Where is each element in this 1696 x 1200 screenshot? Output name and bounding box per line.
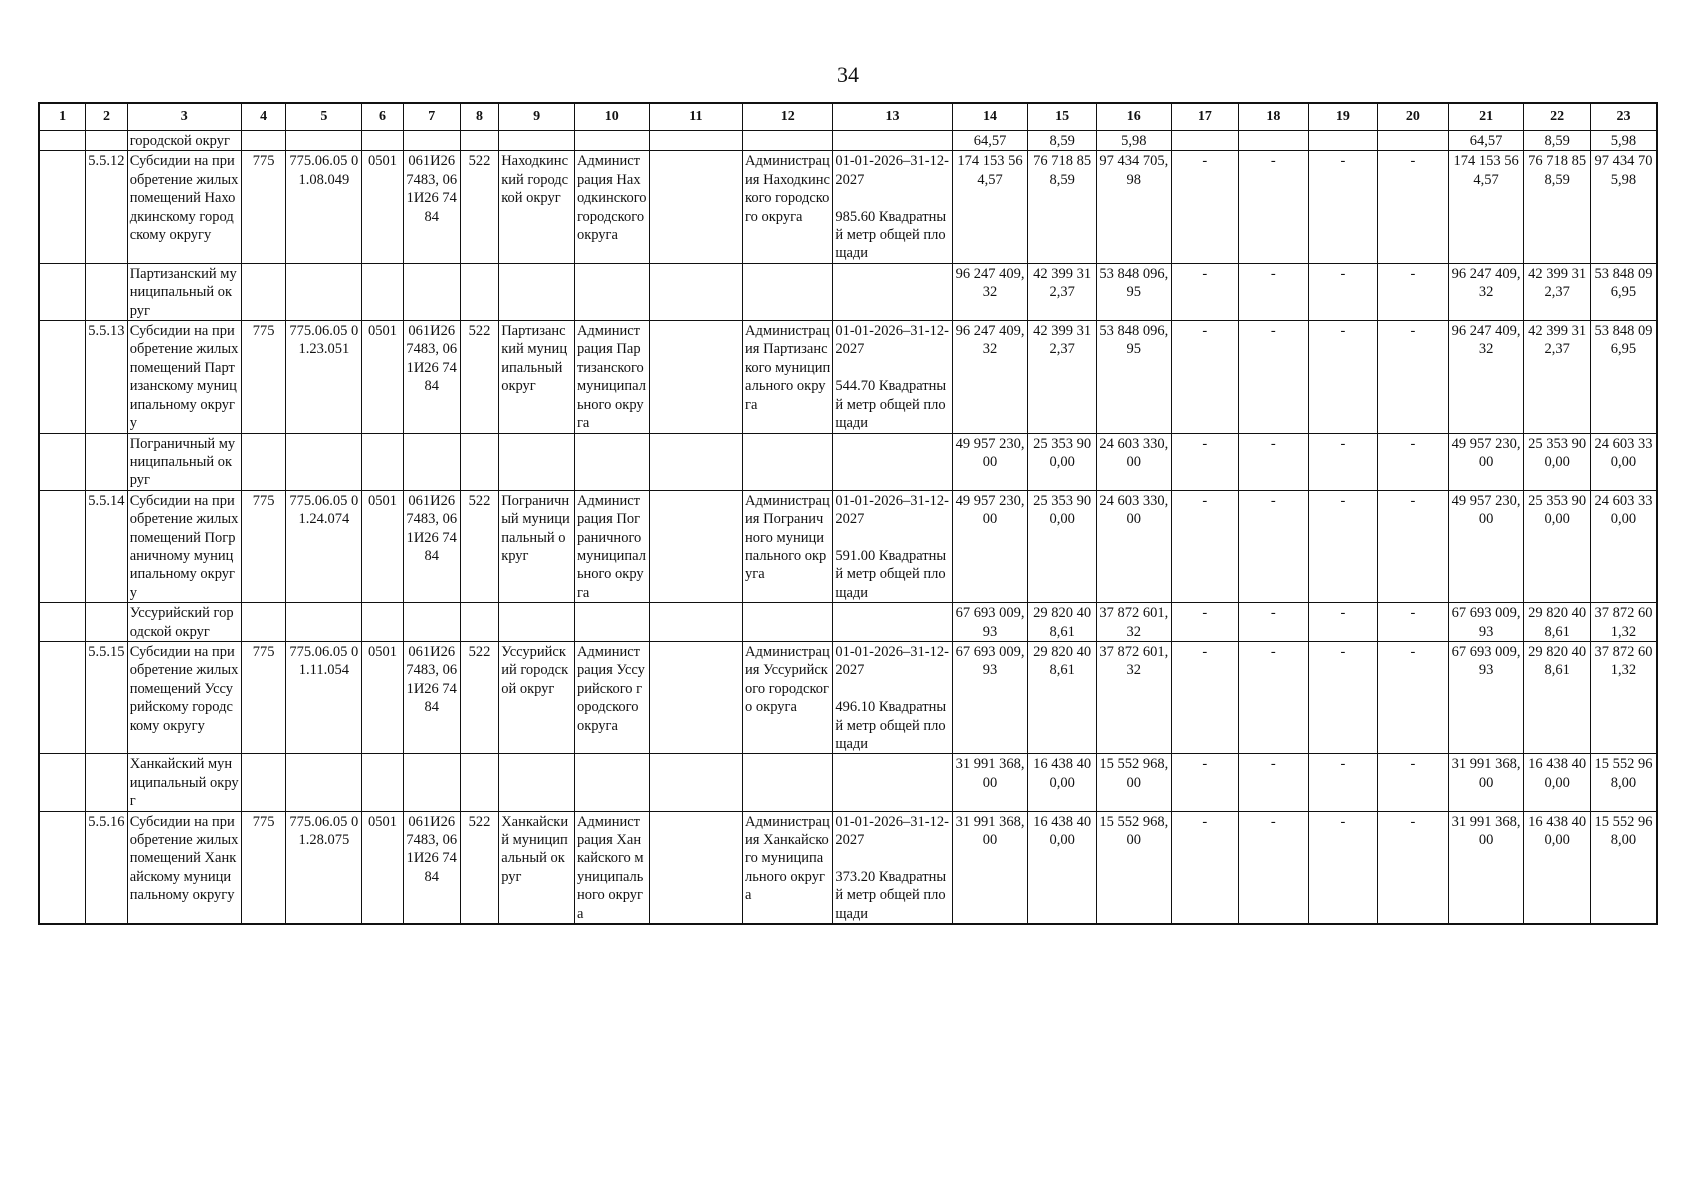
cell-col-21: 31 991 368,00 — [1448, 754, 1524, 811]
cell-col-21: 67 693 009,93 — [1448, 641, 1524, 753]
cell-col-7: 061И26 7483, 061И26 7484 — [403, 321, 460, 433]
cell-col-19: - — [1308, 603, 1378, 642]
cell-col-22: 8,59 — [1524, 131, 1590, 151]
cell-col-13 — [833, 603, 952, 642]
cell-col-1 — [39, 754, 86, 811]
cell-col-15: 25 353 900,00 — [1028, 490, 1096, 602]
cell-col-9 — [499, 754, 575, 811]
cell-col-2 — [86, 131, 128, 151]
cell-col-9: Партизанский муниципальный округ — [499, 321, 575, 433]
cell-col-11 — [649, 131, 742, 151]
cell-col-23: 15 552 968,00 — [1590, 811, 1657, 924]
column-header: 16 — [1096, 103, 1171, 131]
cell-col-22: 25 353 900,00 — [1524, 490, 1590, 602]
cell-col-11 — [649, 263, 742, 320]
cell-col-15: 16 438 400,00 — [1028, 754, 1096, 811]
cell-col-18: - — [1239, 754, 1309, 811]
cell-col-8 — [460, 131, 498, 151]
cell-col-12: Администрация Уссурийского городского округа — [743, 641, 833, 753]
cell-col-7: 061И26 7483, 061И26 7484 — [403, 151, 460, 263]
column-header: 6 — [362, 103, 404, 131]
cell-col-21: 49 957 230,00 — [1448, 490, 1524, 602]
item-row — [39, 811, 1657, 924]
cell-col-7 — [403, 433, 460, 490]
cell-col-22: 16 438 400,00 — [1524, 811, 1590, 924]
column-header: 17 — [1171, 103, 1238, 131]
cell-col-11 — [649, 151, 742, 263]
cell-col-12 — [743, 433, 833, 490]
cell-col-4: 775 — [241, 811, 286, 924]
cell-col-18 — [1239, 131, 1309, 151]
cell-col-22: 25 353 900,00 — [1524, 433, 1590, 490]
cell-col-16: 15 552 968,00 — [1096, 811, 1171, 924]
cell-col-23: 5,98 — [1590, 131, 1657, 151]
cell-col-11 — [649, 754, 742, 811]
cell-col-10: Администрация Партизанского муниципального округа — [574, 321, 649, 433]
column-header: 4 — [241, 103, 286, 131]
cell-col-5 — [286, 603, 362, 642]
cell-col-16: 53 848 096,95 — [1096, 321, 1171, 433]
cell-col-13: 01-01-2026–31-12-2027 985.60 Квадратный метр общей площади — [833, 151, 952, 263]
cell-col-9 — [499, 433, 575, 490]
cell-col-15: 16 438 400,00 — [1028, 811, 1096, 924]
cell-col-9: Пограничный муниципальный округ — [499, 490, 575, 602]
cell-col-22: 76 718 858,59 — [1524, 151, 1590, 263]
cell-col-15: 25 353 900,00 — [1028, 433, 1096, 490]
cell-col-16: 37 872 601,32 — [1096, 641, 1171, 753]
cell-col-17: - — [1171, 263, 1238, 320]
cell-col-9 — [499, 131, 575, 151]
item-row — [39, 490, 1657, 602]
cell-col-8 — [460, 603, 498, 642]
cell-col-21: 174 153 564,57 — [1448, 151, 1524, 263]
cell-col-16: 24 603 330,00 — [1096, 433, 1171, 490]
cell-col-11 — [649, 641, 742, 753]
cell-col-17: - — [1171, 754, 1238, 811]
cell-col-4 — [241, 603, 286, 642]
item-row — [39, 151, 1657, 263]
cell-col-9: Уссурийский городской округ — [499, 641, 575, 753]
cell-col-19: - — [1308, 490, 1378, 602]
cell-col-17: - — [1171, 490, 1238, 602]
cell-col-18: - — [1239, 603, 1309, 642]
page-number: 34 — [837, 62, 859, 87]
cell-col-18: - — [1239, 151, 1309, 263]
cell-col-10: Администрация Уссурийского городского округа — [574, 641, 649, 753]
cell-col-20: - — [1378, 603, 1449, 642]
column-header: 15 — [1028, 103, 1096, 131]
cell-col-10 — [574, 754, 649, 811]
cell-col-4 — [241, 131, 286, 151]
cell-col-23: 53 848 096,95 — [1590, 321, 1657, 433]
cell-col-10 — [574, 603, 649, 642]
cell-col-5 — [286, 131, 362, 151]
cell-col-2: 5.5.12 — [86, 151, 128, 263]
cell-col-14: 96 247 409,32 — [952, 263, 1028, 320]
cell-col-13: 01-01-2026–31-12-2027 496.10 Квадратный метр общей площади — [833, 641, 952, 753]
cell-col-7: 061И26 7483, 061И26 7484 — [403, 641, 460, 753]
cell-col-23: 37 872 601,32 — [1590, 641, 1657, 753]
cell-col-19: - — [1308, 151, 1378, 263]
column-header: 11 — [649, 103, 742, 131]
cell-col-2 — [86, 603, 128, 642]
cell-col-1 — [39, 433, 86, 490]
cell-col-22: 29 820 408,61 — [1524, 641, 1590, 753]
cell-col-16: 15 552 968,00 — [1096, 754, 1171, 811]
cell-col-8: 522 — [460, 641, 498, 753]
cell-col-22: 16 438 400,00 — [1524, 754, 1590, 811]
cell-col-16: 53 848 096,95 — [1096, 263, 1171, 320]
cell-col-12: Администрация Ханкайского муниципального округа — [743, 811, 833, 924]
cell-col-1 — [39, 321, 86, 433]
cell-col-19: - — [1308, 754, 1378, 811]
cell-col-11 — [649, 321, 742, 433]
cell-col-13 — [833, 131, 952, 151]
cell-col-6 — [362, 263, 404, 320]
cell-col-6: 0501 — [362, 490, 404, 602]
item-row — [39, 641, 1657, 753]
cell-col-3: Ханкайский муниципальный округ — [127, 754, 241, 811]
cell-col-11 — [649, 433, 742, 490]
cell-col-19: - — [1308, 641, 1378, 753]
column-header: 19 — [1308, 103, 1378, 131]
cell-col-20: - — [1378, 433, 1449, 490]
cell-col-9 — [499, 263, 575, 320]
column-header: 20 — [1378, 103, 1449, 131]
column-header: 22 — [1524, 103, 1590, 131]
column-header: 3 — [127, 103, 241, 131]
group-row — [39, 131, 1657, 151]
column-header: 2 — [86, 103, 128, 131]
cell-col-8 — [460, 263, 498, 320]
cell-col-8: 522 — [460, 490, 498, 602]
cell-col-23: 37 872 601,32 — [1590, 603, 1657, 642]
cell-col-10: Администрация Находкинского городского округа — [574, 151, 649, 263]
cell-col-12 — [743, 754, 833, 811]
budget-table — [38, 102, 1658, 925]
cell-col-7 — [403, 263, 460, 320]
cell-col-13: 01-01-2026–31-12-2027 373.20 Квадратный метр общей площади — [833, 811, 952, 924]
cell-col-14: 49 957 230,00 — [952, 490, 1028, 602]
cell-col-1 — [39, 131, 86, 151]
cell-col-10: Администрация Пограничного муниципального округа — [574, 490, 649, 602]
cell-col-3: городской округ — [127, 131, 241, 151]
cell-col-11 — [649, 490, 742, 602]
cell-col-14: 67 693 009,93 — [952, 603, 1028, 642]
cell-col-16: 37 872 601,32 — [1096, 603, 1171, 642]
cell-col-21: 96 247 409,32 — [1448, 263, 1524, 320]
cell-col-9: Находкинский городской округ — [499, 151, 575, 263]
cell-col-19: - — [1308, 263, 1378, 320]
column-header: 7 — [403, 103, 460, 131]
group-row — [39, 603, 1657, 642]
cell-col-18: - — [1239, 811, 1309, 924]
cell-col-3: Пограничный муниципальный округ — [127, 433, 241, 490]
cell-col-14: 49 957 230,00 — [952, 433, 1028, 490]
cell-col-10 — [574, 263, 649, 320]
cell-col-5 — [286, 754, 362, 811]
cell-col-14: 67 693 009,93 — [952, 641, 1028, 753]
cell-col-19 — [1308, 131, 1378, 151]
cell-col-7: 061И26 7483, 061И26 7484 — [403, 490, 460, 602]
cell-col-19: - — [1308, 433, 1378, 490]
cell-col-14: 31 991 368,00 — [952, 811, 1028, 924]
cell-col-12: Администрация Партизанского муниципального округа — [743, 321, 833, 433]
cell-col-18: - — [1239, 433, 1309, 490]
cell-col-13 — [833, 263, 952, 320]
cell-col-5: 775.06.05 01.23.051 — [286, 321, 362, 433]
cell-col-16: 24 603 330,00 — [1096, 490, 1171, 602]
cell-col-3: Субсидии на приобретение жилых помещений Ханкайскому муниципальному округу — [127, 811, 241, 924]
cell-col-2: 5.5.16 — [86, 811, 128, 924]
cell-col-5 — [286, 263, 362, 320]
cell-col-18: - — [1239, 321, 1309, 433]
cell-col-15: 29 820 408,61 — [1028, 603, 1096, 642]
cell-col-7 — [403, 754, 460, 811]
item-row — [39, 321, 1657, 433]
cell-col-12: Администрация Находкинского городского округа — [743, 151, 833, 263]
cell-col-20: - — [1378, 811, 1449, 924]
cell-col-17: - — [1171, 151, 1238, 263]
cell-col-23: 15 552 968,00 — [1590, 754, 1657, 811]
cell-col-2: 5.5.14 — [86, 490, 128, 602]
cell-col-6 — [362, 433, 404, 490]
cell-col-19: - — [1308, 811, 1378, 924]
cell-col-4: 775 — [241, 151, 286, 263]
cell-col-13: 01-01-2026–31-12-2027 544.70 Квадратный метр общей площади — [833, 321, 952, 433]
cell-col-20: - — [1378, 263, 1449, 320]
cell-col-5: 775.06.05 01.24.074 — [286, 490, 362, 602]
cell-col-15: 8,59 — [1028, 131, 1096, 151]
cell-col-10 — [574, 433, 649, 490]
cell-col-12 — [743, 603, 833, 642]
cell-col-6: 0501 — [362, 641, 404, 753]
cell-col-11 — [649, 811, 742, 924]
cell-col-20: - — [1378, 754, 1449, 811]
cell-col-1 — [39, 490, 86, 602]
cell-col-21: 64,57 — [1448, 131, 1524, 151]
cell-col-1 — [39, 603, 86, 642]
cell-col-1 — [39, 811, 86, 924]
cell-col-3: Субсидии на приобретение жилых помещений Находкинскому городскому округу — [127, 151, 241, 263]
cell-col-20: - — [1378, 151, 1449, 263]
cell-col-4: 775 — [241, 641, 286, 753]
cell-col-12 — [743, 263, 833, 320]
cell-col-6: 0501 — [362, 321, 404, 433]
cell-col-20: - — [1378, 641, 1449, 753]
cell-col-14: 174 153 564,57 — [952, 151, 1028, 263]
cell-col-14: 96 247 409,32 — [952, 321, 1028, 433]
column-header: 5 — [286, 103, 362, 131]
cell-col-2 — [86, 433, 128, 490]
column-header: 1 — [39, 103, 86, 131]
header-row — [39, 103, 1657, 131]
cell-col-14: 31 991 368,00 — [952, 754, 1028, 811]
cell-col-5: 775.06.05 01.28.075 — [286, 811, 362, 924]
cell-col-20: - — [1378, 321, 1449, 433]
cell-col-20: - — [1378, 490, 1449, 602]
column-header: 13 — [833, 103, 952, 131]
cell-col-17: - — [1171, 603, 1238, 642]
cell-col-4 — [241, 263, 286, 320]
cell-col-10: Администрация Ханкайского муниципального округа — [574, 811, 649, 924]
column-header: 21 — [1448, 103, 1524, 131]
cell-col-22: 42 399 312,37 — [1524, 321, 1590, 433]
cell-col-23: 53 848 096,95 — [1590, 263, 1657, 320]
group-row — [39, 433, 1657, 490]
cell-col-21: 96 247 409,32 — [1448, 321, 1524, 433]
cell-col-3: Субсидии на приобретение жилых помещений Партизанскому муниципальному округу — [127, 321, 241, 433]
cell-col-16: 97 434 705,98 — [1096, 151, 1171, 263]
cell-col-21: 31 991 368,00 — [1448, 811, 1524, 924]
cell-col-17: - — [1171, 641, 1238, 753]
cell-col-4: 775 — [241, 490, 286, 602]
cell-col-17 — [1171, 131, 1238, 151]
column-header: 10 — [574, 103, 649, 131]
cell-col-8 — [460, 754, 498, 811]
cell-col-17: - — [1171, 811, 1238, 924]
cell-col-9 — [499, 603, 575, 642]
cell-col-18: - — [1239, 263, 1309, 320]
cell-col-7: 061И26 7483, 061И26 7484 — [403, 811, 460, 924]
cell-col-7 — [403, 131, 460, 151]
cell-col-6 — [362, 603, 404, 642]
cell-col-4 — [241, 754, 286, 811]
cell-col-3: Партизанский муниципальный округ — [127, 263, 241, 320]
cell-col-5: 775.06.05 01.11.054 — [286, 641, 362, 753]
cell-col-18: - — [1239, 490, 1309, 602]
cell-col-19: - — [1308, 321, 1378, 433]
cell-col-13: 01-01-2026–31-12-2027 591.00 Квадратный метр общей площади — [833, 490, 952, 602]
cell-col-2: 5.5.15 — [86, 641, 128, 753]
group-row — [39, 754, 1657, 811]
cell-col-1 — [39, 641, 86, 753]
cell-col-6: 0501 — [362, 151, 404, 263]
cell-col-22: 29 820 408,61 — [1524, 603, 1590, 642]
cell-col-6 — [362, 754, 404, 811]
cell-col-10 — [574, 131, 649, 151]
cell-col-8: 522 — [460, 811, 498, 924]
column-header: 9 — [499, 103, 575, 131]
cell-col-3: Субсидии на приобретение жилых помещений Пограничному муниципальному округу — [127, 490, 241, 602]
cell-col-12: Администрация Пограничного муниципального округа — [743, 490, 833, 602]
cell-col-2 — [86, 263, 128, 320]
cell-col-15: 42 399 312,37 — [1028, 263, 1096, 320]
column-header: 8 — [460, 103, 498, 131]
cell-col-3: Субсидии на приобретение жилых помещений Уссурийскому городскому округу — [127, 641, 241, 753]
cell-col-21: 67 693 009,93 — [1448, 603, 1524, 642]
cell-col-17: - — [1171, 321, 1238, 433]
cell-col-12 — [743, 131, 833, 151]
cell-col-8: 522 — [460, 151, 498, 263]
cell-col-2: 5.5.13 — [86, 321, 128, 433]
cell-col-15: 42 399 312,37 — [1028, 321, 1096, 433]
cell-col-3: Уссурийский городской округ — [127, 603, 241, 642]
cell-col-23: 24 603 330,00 — [1590, 433, 1657, 490]
cell-col-15: 76 718 858,59 — [1028, 151, 1096, 263]
column-header: 23 — [1590, 103, 1657, 131]
cell-col-22: 42 399 312,37 — [1524, 263, 1590, 320]
cell-col-15: 29 820 408,61 — [1028, 641, 1096, 753]
cell-col-8 — [460, 433, 498, 490]
cell-col-20 — [1378, 131, 1449, 151]
cell-col-2 — [86, 754, 128, 811]
cell-col-8: 522 — [460, 321, 498, 433]
cell-col-21: 49 957 230,00 — [1448, 433, 1524, 490]
cell-col-5 — [286, 433, 362, 490]
cell-col-1 — [39, 263, 86, 320]
cell-col-13 — [833, 754, 952, 811]
column-header: 14 — [952, 103, 1028, 131]
cell-col-6: 0501 — [362, 811, 404, 924]
cell-col-11 — [649, 603, 742, 642]
cell-col-17: - — [1171, 433, 1238, 490]
cell-col-5: 775.06.05 01.08.049 — [286, 151, 362, 263]
cell-col-23: 24 603 330,00 — [1590, 490, 1657, 602]
cell-col-18: - — [1239, 641, 1309, 753]
column-header: 18 — [1239, 103, 1309, 131]
cell-col-1 — [39, 151, 86, 263]
cell-col-4 — [241, 433, 286, 490]
cell-col-23: 97 434 705,98 — [1590, 151, 1657, 263]
cell-col-7 — [403, 603, 460, 642]
column-header: 12 — [743, 103, 833, 131]
cell-col-16: 5,98 — [1096, 131, 1171, 151]
cell-col-13 — [833, 433, 952, 490]
group-row — [39, 263, 1657, 320]
cell-col-9: Ханкайский муниципальный округ — [499, 811, 575, 924]
cell-col-14: 64,57 — [952, 131, 1028, 151]
cell-col-4: 775 — [241, 321, 286, 433]
cell-col-6 — [362, 131, 404, 151]
